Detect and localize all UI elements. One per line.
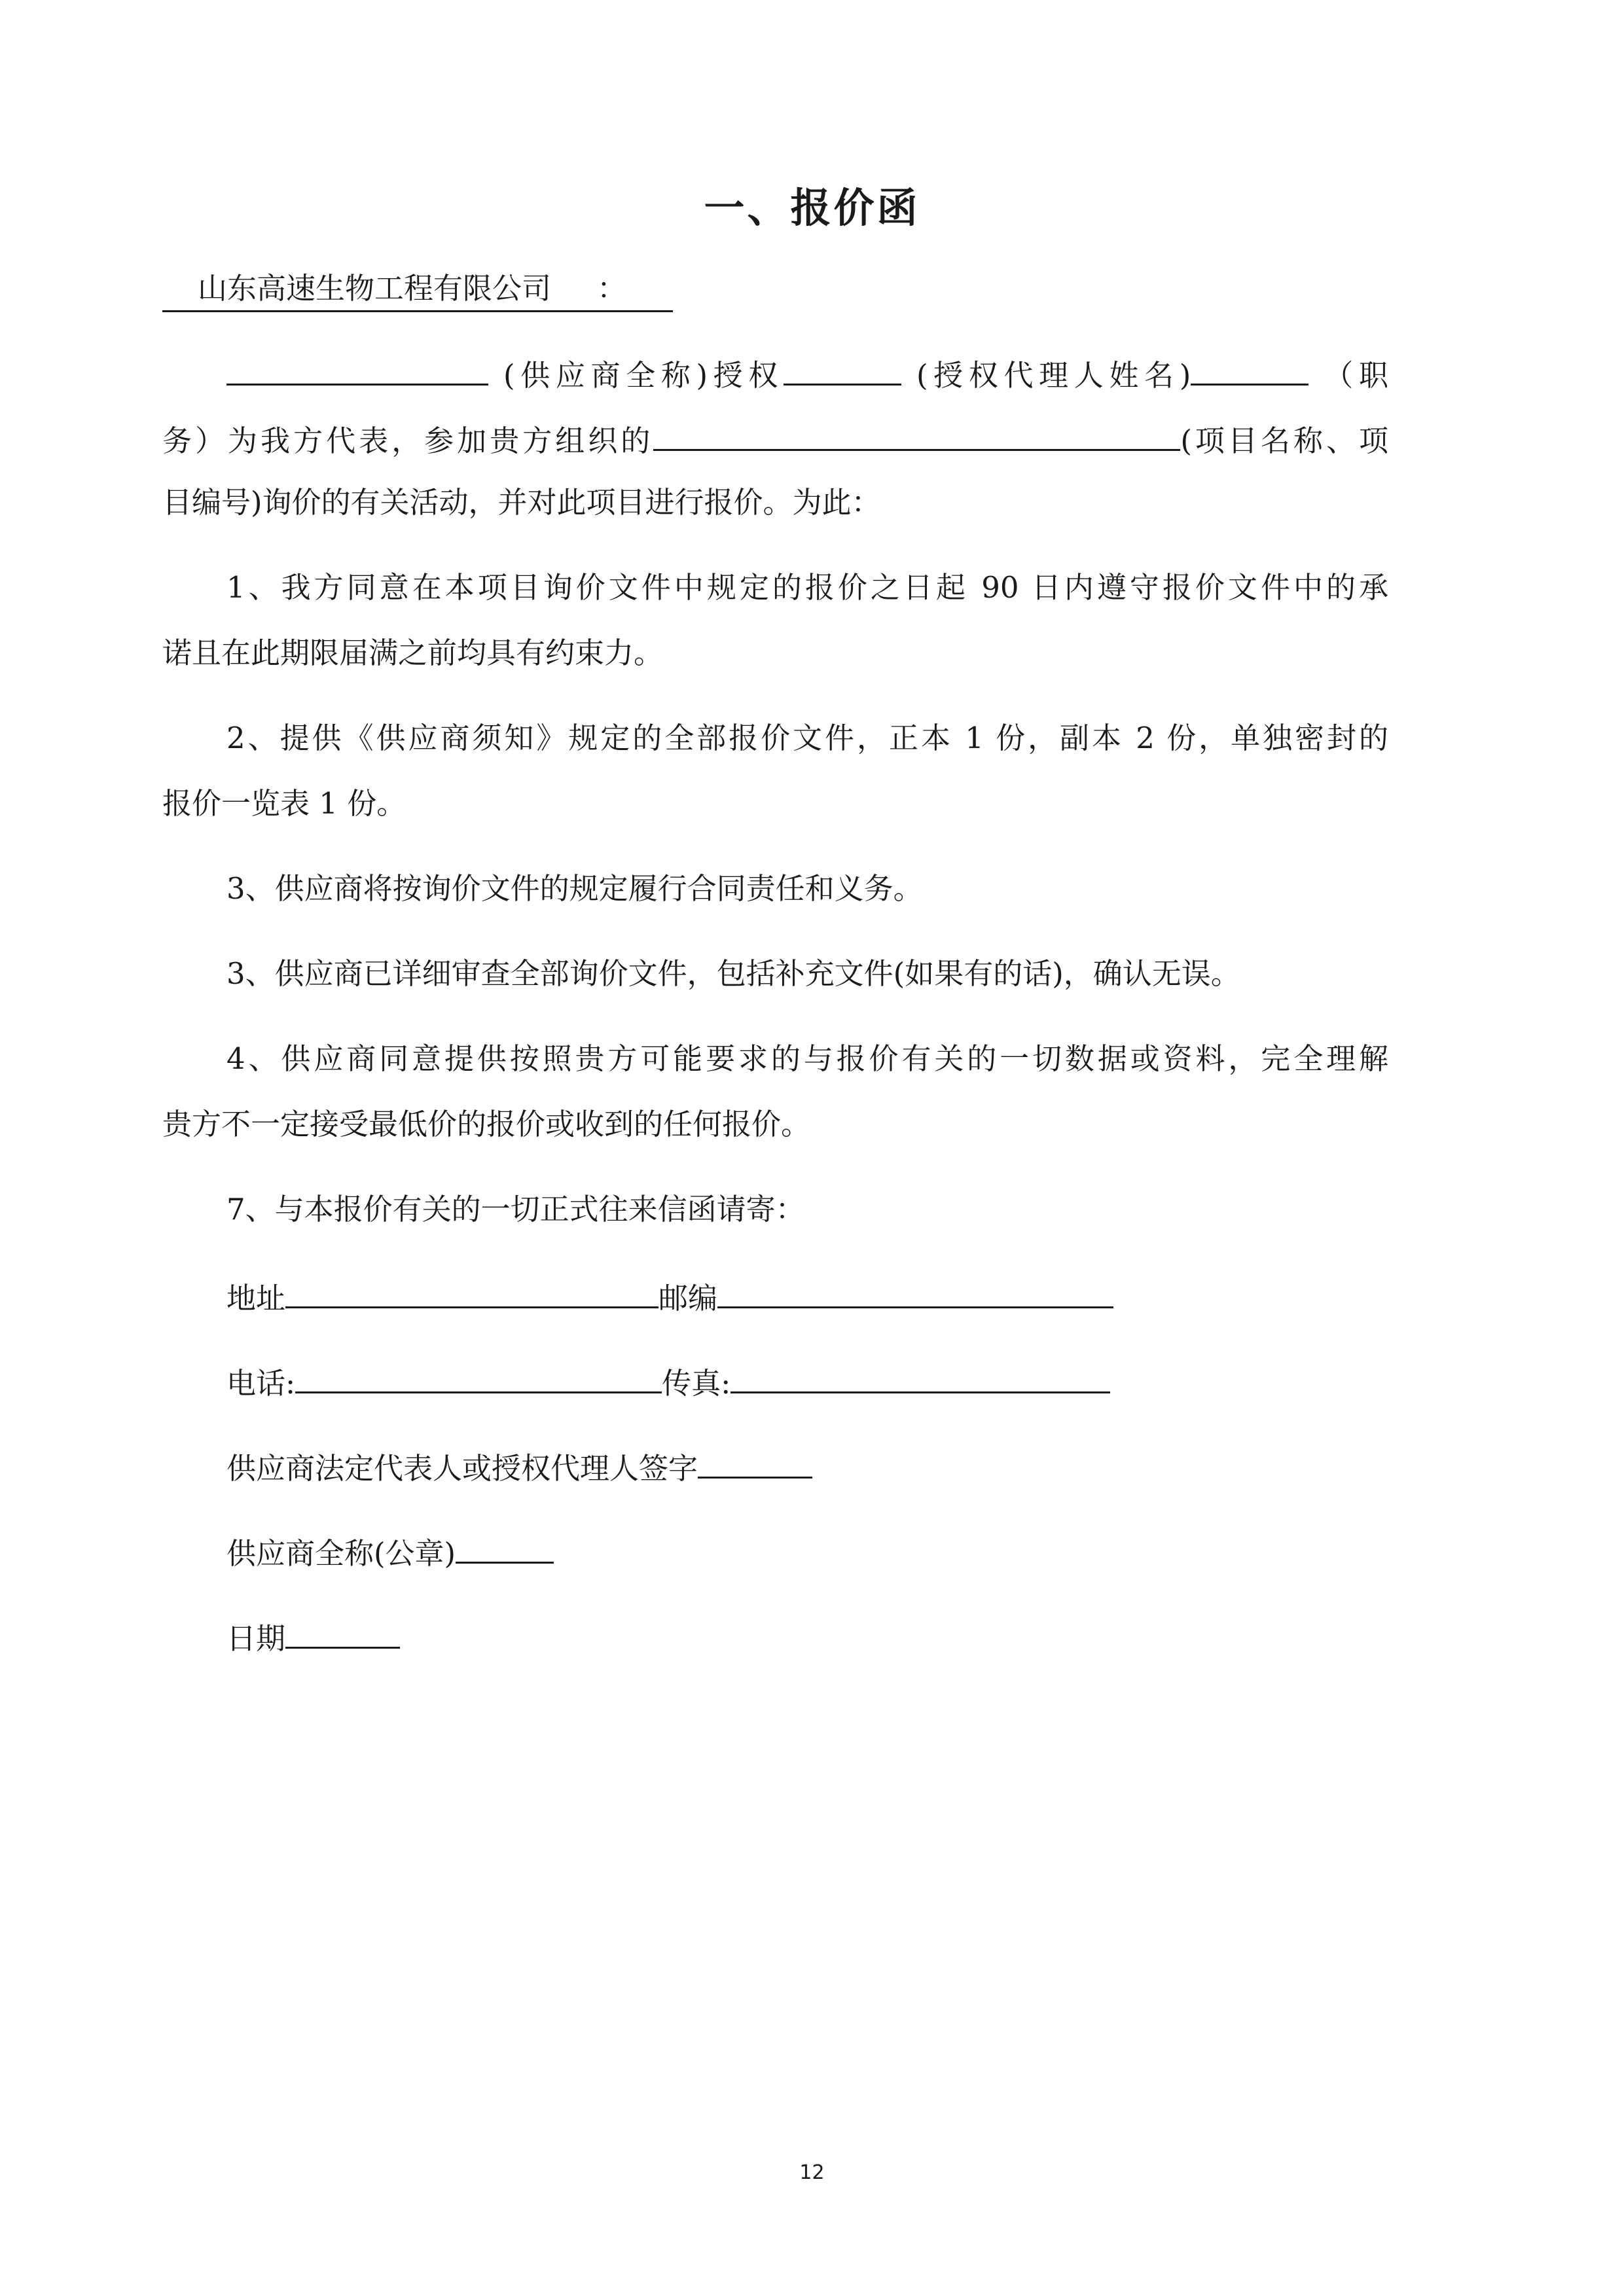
- phone-label: 电话:: [226, 1366, 296, 1401]
- intro-line-1: [226, 351, 1388, 397]
- addressee-line: [162, 267, 673, 312]
- page-number: 12: [799, 2161, 825, 2184]
- intro-position-label: （职: [1324, 358, 1388, 393]
- address-label: 地址: [226, 1281, 286, 1316]
- date-label: 日期: [226, 1621, 286, 1656]
- item-4-line-2: 贵方不一定接受最低价的报价或收到的任何报价。: [162, 1107, 811, 1141]
- item-1-line-2: 诺且在此期限届满之前均具有约束力。: [162, 636, 664, 670]
- page-title: 一、报价函: [704, 184, 920, 232]
- phone-row: [226, 1359, 1388, 1405]
- project-name-blank: [653, 416, 1180, 451]
- phone-field[interactable]: [295, 1359, 662, 1393]
- item-4-line-1: 4、供应商同意提供按照贵方可能要求的与报价有关的一切数据或资料，完全理解: [226, 1041, 1388, 1076]
- date-row: [226, 1614, 1388, 1660]
- intro-agent-label: (授权代理人姓名): [916, 358, 1191, 393]
- address-row: [226, 1274, 1388, 1319]
- fax-label: 传真:: [662, 1366, 731, 1401]
- intro-project-label: (项目名称、项: [1180, 423, 1388, 458]
- address-field[interactable]: [285, 1274, 659, 1308]
- seal-row: [226, 1529, 1388, 1575]
- postcode-field[interactable]: [717, 1274, 1113, 1308]
- signature-label: 供应商法定代表人或授权代理人签字: [226, 1451, 698, 1486]
- item-2-line-2: 报价一览表 1 份。: [162, 786, 406, 821]
- date-field[interactable]: [285, 1614, 400, 1649]
- intro-supplier-label: (供应商全称)授权: [503, 358, 784, 393]
- intro-line-3: 目编号)询价的有关活动，并对此项目进行报价。为此：: [162, 485, 881, 520]
- item-3b: 3、供应商已详细审查全部询价文件，包括补充文件(如果有的话)，确认无误。: [226, 956, 1240, 991]
- company-seal-label: 供应商全称(公章): [226, 1536, 456, 1571]
- supplier-name-blank: [226, 351, 488, 386]
- postcode-label: 邮编: [659, 1281, 718, 1316]
- addressee-name: 山东高速生物工程有限公司: [198, 271, 552, 306]
- item-3a: 3、供应商将按询价文件的规定履行合同责任和义务。: [226, 871, 923, 906]
- intro-line-2-text: 务）为我方代表，参加贵方组织的: [162, 423, 654, 458]
- item-7: 7、与本报价有关的一切正式往来信函请寄：: [226, 1192, 805, 1227]
- agent-name-blank: [784, 351, 901, 386]
- signature-field[interactable]: [698, 1444, 812, 1479]
- intro-line-2: [162, 416, 1388, 462]
- position-blank: [1191, 351, 1308, 386]
- company-seal-field[interactable]: [456, 1529, 554, 1564]
- fax-field[interactable]: [731, 1359, 1110, 1393]
- item-2-line-1: 2、提供《供应商须知》规定的全部报价文件，正本 1 份，副本 2 份，单独密封的: [226, 721, 1388, 755]
- item-1-line-1: 1、我方同意在本项目询价文件中规定的报价之日起 90 日内遵守报价文件中的承: [226, 570, 1388, 605]
- signature-row: [226, 1444, 1388, 1490]
- addressee-colon: ：: [597, 271, 627, 306]
